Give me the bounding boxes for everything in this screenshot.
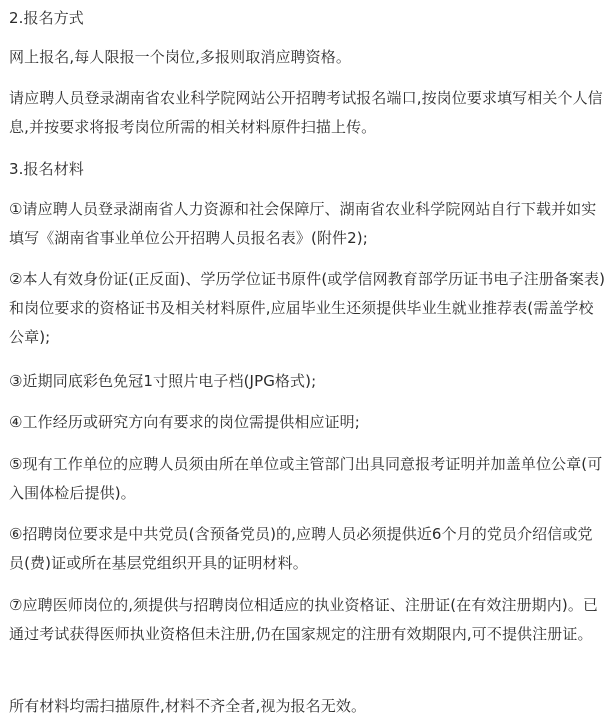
- section-2-paragraph-2: 请应聘人员登录湖南省农业科学院网站公开招聘考试报名端口,按岗位要求填写相关个人信息,并按要求将报考岗位所需的相关材料原件扫描上传。: [9, 89, 603, 136]
- section-2-paragraph-1: 网上报名,每人限报一个岗位,多报则取消应聘资格。: [9, 48, 351, 66]
- material-item-3: ③近期同底彩色免冠1寸照片电子档(JPG格式);: [9, 372, 317, 390]
- section-3-heading: 3.报名材料: [9, 160, 84, 178]
- section-2-heading: 2.报名方式: [9, 9, 84, 27]
- material-item-6: ⑥招聘岗位要求是中共党员(含预备党员)的,应聘人员必须提供近6个月的党员介绍信或党员(费)证或所在基层党组织开具的证明材料。: [9, 525, 593, 572]
- material-item-5: ⑤现有工作单位的应聘人员须由所在单位或主管部门出具同意报考证明并加盖单位公章(可入围体检后提供)。: [9, 455, 603, 502]
- closing-note: 所有材料均需扫描原件,材料不齐全者,视为报名无效。: [9, 697, 367, 715]
- material-item-4: ④工作经历或研究方向有要求的岗位需提供相应证明;: [9, 413, 360, 431]
- material-item-2: ②本人有效身份证(正反面)、学历学位证书原件(或学信网教育部学历证书电子注册备案表)和岗位要求的资格证书及相关材料原件,应届毕业生还须提供毕业生就业推荐表(需盖学校公章);: [9, 270, 606, 346]
- material-item-1: ①请应聘人员登录湖南省人力资源和社会保障厅、湖南省农业科学院网站自行下载并如实填写《湖南省事业单位公开招聘人员报名表》(附件2);: [9, 200, 597, 247]
- material-item-7: ⑦应聘医师岗位的,须提供与招聘岗位相适应的执业资格证、注册证(在有效注册期内)。已通过考试获得医师执业资格但未注册,仍在国家规定的注册有效期限内,可不提供注册证。: [9, 596, 599, 643]
